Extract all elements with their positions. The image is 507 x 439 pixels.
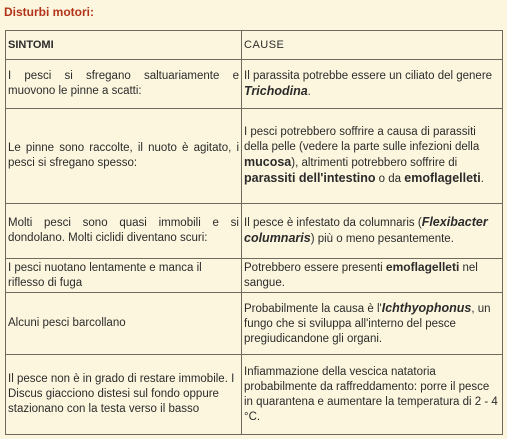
column-header-causes: CAUSE (242, 31, 503, 60)
column-header-symptoms: SINTOMI (6, 31, 242, 60)
symptom-cell: Molti pesci sono quasi immobili e si dondolano. Molti ciclidi diventano scuri: (6, 204, 242, 259)
table-row (6, 293, 503, 355)
table-row (6, 355, 503, 435)
cause-cell: Potrebbero essere presenti emoflagelleti nel sangue. (242, 259, 503, 293)
symptom-cell: I pesci nuotano lentamente e manca il riflesso di fuga (6, 259, 242, 293)
symptom-cell: Il pesce non è in grado di restare immobile. I Discus giacciono distesi sul fondo oppure stazionano con la testa verso il basso (6, 355, 242, 435)
symptoms-causes-table (5, 30, 503, 435)
cause-cell: I pesci potrebbero soffrire a causa di parassiti della pelle (vedere la parte sulle infezioni della mucosa), altrimenti potrebbero soffrire di parassiti dell'intestino o da emoflagelleti. (242, 109, 503, 204)
cause-cell: Il parassita potrebbe essere un ciliato del genere Trichodina. (242, 60, 503, 109)
table-header-row (6, 31, 503, 60)
cause-cell: Infiammazione della vescica natatoria probabilmente da raffreddamento: porre il pesce in quarantena e aumentare la temperatura di 2 - 4 °C. (242, 355, 503, 435)
symptom-cell: Le pinne sono raccolte, il nuoto è agitato, i pesci si sfregano spesso: (6, 109, 242, 204)
symptom-cell: I pesci si sfregano saltuariamente e muovono le pinne a scatti: (6, 60, 242, 109)
table-row (6, 109, 503, 204)
section-heading: Disturbi motori: (4, 5, 94, 19)
symptom-cell: Alcuni pesci barcollano (6, 293, 242, 355)
table-row (6, 204, 503, 259)
cause-cell: Probabilmente la causa è l'Ichthyophonus, un fungo che si sviluppa all'interno del pesce pregiudicandone gli organi. (242, 293, 503, 355)
table-row (6, 259, 503, 293)
cause-cell: Il pesce è infestato da columnaris (Flexibacter columnaris) più o meno pesantemente. (242, 204, 503, 259)
table-row (6, 60, 503, 109)
